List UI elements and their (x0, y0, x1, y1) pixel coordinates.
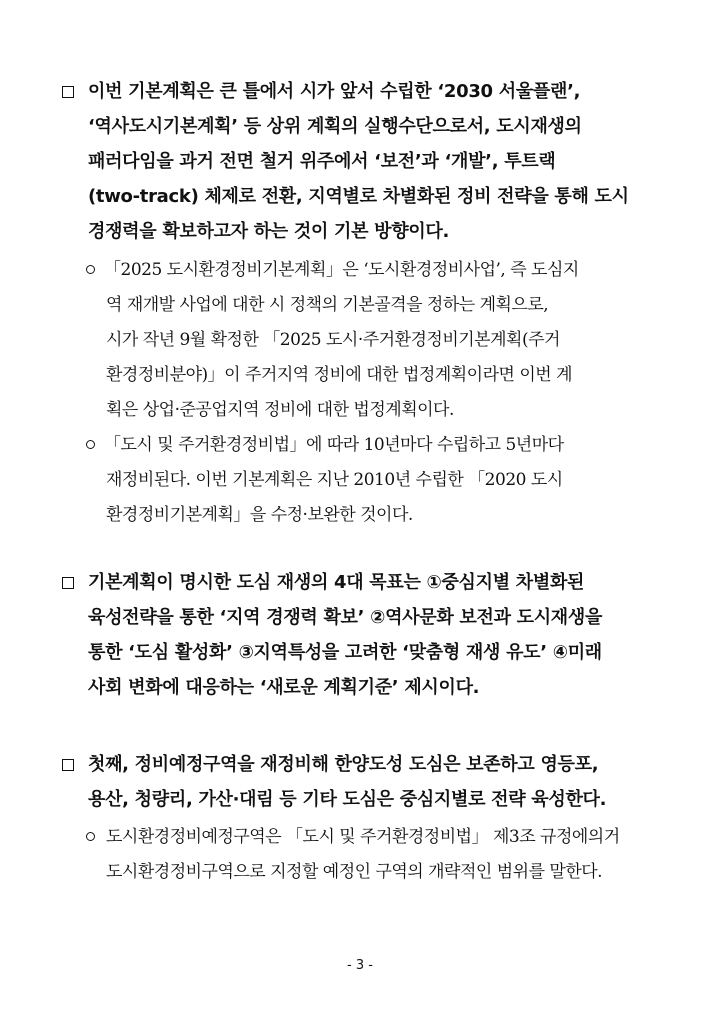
sub-paragraph-line: 획은 상업·준공업지역 정비에 대한 법정계획이다. (106, 400, 454, 420)
paragraph-line: 육성전략을 통한 ‘지역 경쟁력 확보’ ②역사문화 보전과 도시재생을 (88, 607, 603, 628)
sub-paragraph-line: 시가 작년 9월 확정한 「2025 도시·주거환경정비기본계획(주거 (106, 330, 560, 350)
paragraph-line: (two-track) 체제로 전환, 지역별로 차별화된 정비 전략을 통해 도시 (88, 186, 629, 207)
sub-paragraph-line: 재정비된다. 이번 기본계획은 지난 2010년 수립한 「2020 도시 (106, 470, 563, 490)
sub-paragraph-line: 도시환경정비구역으로 지정할 예정인 구역의 개략적인 범위를 말한다. (106, 862, 603, 882)
paragraph-line: 사회 변화에 대응하는 ‘새로운 계획기준’ 제시이다. (88, 677, 480, 698)
sub-paragraph-line: 역 재개발 사업에 대한 시 정책의 기본골격을 정하는 계획으로, (106, 295, 549, 315)
sub-paragraph-line: 환경정비기본계획」을 수정·보완한 것이다. (106, 505, 413, 525)
paragraph-line: 용산, 청량리, 가산·대림 등 기타 도심은 중심지별로 전략 육성한다. (88, 789, 607, 810)
paragraph-line: ‘역사도시기본계획’ 등 상위 계획의 실행수단으로서, 도시재생의 (88, 116, 582, 137)
paragraph-line: 패러다임을 과거 전면 철거 위주에서 ‘보전’과 ‘개발’, 투트랙 (88, 151, 556, 172)
circle-bullet-icon (86, 265, 95, 274)
square-bullet-icon (62, 86, 74, 98)
square-bullet-icon (62, 577, 74, 589)
page-number: - 3 - (347, 958, 373, 973)
sub-paragraph-line: 도시환경정비예정구역은 「도시 및 주거환경정비법」 제3조 규정에의거 (106, 827, 620, 847)
paragraph-line: 통한 ‘도심 활성화’ ③지역특성을 고려한 ‘맞춤형 재생 유도’ ④미래 (88, 642, 602, 663)
paragraph-line: 기본계획이 명시한 도심 재생의 4대 목표는 ①중심지별 차별화된 (88, 572, 585, 593)
sub-paragraph-line: 「2025 도시환경정비기본계획」은 ‘도시환경정비사업’, 즉 도심지 (104, 260, 579, 280)
square-bullet-icon (62, 759, 74, 771)
paragraph-line: 경쟁력을 확보하고자 하는 것이 기본 방향이다. (88, 221, 450, 242)
sub-paragraph-line: 「도시 및 주거환경정비법」에 따라 10년마다 수립하고 5년마다 (104, 435, 564, 455)
circle-bullet-icon (86, 440, 95, 449)
paragraph-line: 이번 기본계획은 큰 틀에서 시가 앞서 수립한 ‘2030 서울플랜’, (88, 81, 581, 102)
paragraph-line: 첫째, 정비예정구역을 재정비해 한양도성 도심은 보존하고 영등포, (88, 754, 599, 775)
circle-bullet-icon (86, 832, 95, 841)
sub-paragraph-line: 환경정비분야)」이 주거지역 정비에 대한 법정계획이라면 이번 계 (106, 365, 573, 385)
